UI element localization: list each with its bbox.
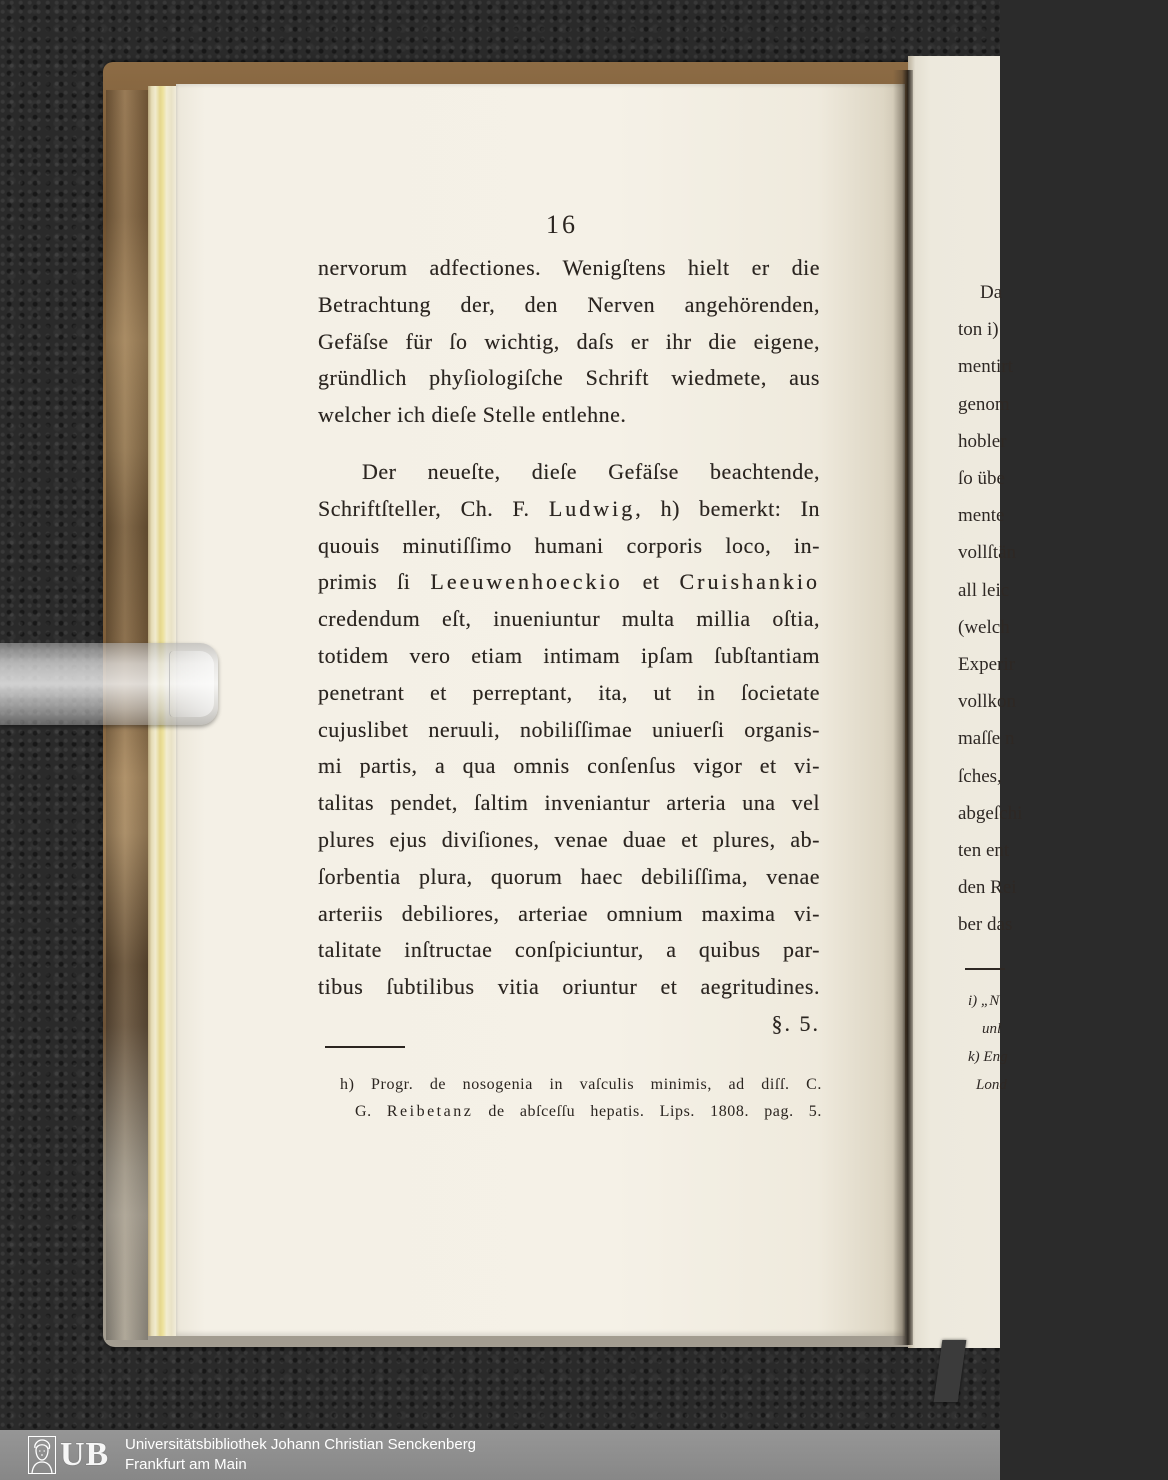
text-line bbox=[318, 491, 820, 528]
facing-text-line: mente bbox=[958, 505, 1005, 527]
text-segment: h) Progr. de nosogenia in vaſculis minimis, ad diſſ. C. bbox=[340, 1076, 822, 1093]
facing-text-line: ton i) bbox=[958, 319, 999, 341]
facing-text-line: (welch bbox=[958, 616, 1010, 638]
text-segment: cujuslibet neruuli, nobiliſſimae uniuerſi organis- bbox=[318, 716, 820, 742]
text-segment: de abſceſſu hepatis. Lips. 1808. pag. 5. bbox=[473, 1103, 822, 1120]
text-segment: Schriftſteller, Ch. F. bbox=[318, 495, 549, 521]
text-segment: penetrant et perreptant, ita, ut in ſocietate bbox=[318, 679, 820, 705]
facing-text-line: maſſe n bbox=[958, 728, 1015, 750]
gutter-shadow bbox=[893, 70, 913, 1345]
library-logo bbox=[28, 1434, 118, 1476]
footer-bar bbox=[0, 1430, 1000, 1480]
text-segment: Gefäſse für ſo wichtig, daſs er ihr die eigene, bbox=[318, 328, 820, 354]
text-segment: totidem vero etiam intimam ipſam ſubſtantiam bbox=[318, 642, 820, 668]
facing-footnote-line: k) Eng bbox=[968, 1049, 1008, 1065]
text-segment: welcher ich dieſe Stelle entlehne. bbox=[318, 402, 627, 428]
footnote-rule bbox=[325, 1046, 405, 1048]
text-segment: mi partis, a qua omnis conſenſus vigor et vi- bbox=[318, 753, 820, 779]
institution-city: Frankfurt am Main bbox=[125, 1456, 247, 1473]
facing-footnote-rule bbox=[965, 968, 1005, 970]
facing-text-line: ſo übe bbox=[958, 468, 1005, 490]
text-line bbox=[318, 712, 820, 749]
section-mark: §. 5. bbox=[771, 1010, 820, 1036]
text-line bbox=[318, 675, 820, 712]
facing-text-line: all leic bbox=[958, 579, 1010, 601]
paragraph bbox=[318, 250, 820, 434]
text-line bbox=[318, 287, 820, 324]
text-line bbox=[318, 397, 820, 434]
text-segment: nervorum adfectiones. Wenigſtens hielt er die bbox=[318, 255, 820, 280]
logo-letters: UB bbox=[60, 1436, 110, 1473]
text-line bbox=[318, 454, 820, 491]
text-line bbox=[340, 1071, 822, 1098]
text-segment: plures ejus diviſiones, venae duae et plures, ab- bbox=[318, 826, 820, 852]
text-segment: et bbox=[622, 569, 680, 595]
institution-name: Universitätsbibliothek Johann Christian Senckenberg bbox=[125, 1436, 477, 1453]
text-segment: Betrachtung der, den Nerven angehörenden, bbox=[318, 291, 820, 317]
text-line bbox=[318, 528, 820, 565]
facing-text-line: hobler bbox=[958, 430, 1007, 452]
text-line bbox=[318, 250, 820, 287]
text-line bbox=[318, 859, 820, 896]
facing-footnote-line: unl bbox=[982, 1021, 1002, 1037]
text-segment: talitate inſtructae conſpiciuntur, a quibus par- bbox=[318, 937, 820, 963]
text-segment: ſorbentia plura, quorum haec debiliſſima, venae bbox=[318, 863, 820, 889]
text-segment: gründlich phyſiologiſche Schrift wiedmete, aus bbox=[318, 365, 820, 391]
text-line bbox=[318, 564, 820, 601]
facing-text-line: vollkon bbox=[958, 691, 1017, 713]
text-line bbox=[318, 601, 820, 638]
text-segment: G. bbox=[355, 1103, 387, 1120]
text-segment: quouis minutiſſimo humani corporis loco, in- bbox=[318, 532, 820, 558]
facing-footnote-line: Lond bbox=[976, 1077, 1007, 1093]
facing-footnotes bbox=[968, 987, 1168, 1099]
spaced-word: Leeuwenhoeckio bbox=[430, 569, 623, 595]
facing-text-line: abgeſchi bbox=[958, 802, 1023, 824]
text-segment: primis ſi bbox=[318, 569, 431, 595]
spaced-word: Ludwig bbox=[548, 495, 636, 521]
text-line bbox=[318, 638, 820, 675]
text-line bbox=[318, 969, 820, 1006]
facing-text-line: mentirt bbox=[958, 356, 1013, 378]
plastic-clip-end bbox=[169, 651, 214, 717]
text-line bbox=[318, 822, 820, 859]
text-line bbox=[318, 932, 820, 969]
text-line bbox=[318, 785, 820, 822]
text-line bbox=[340, 1098, 822, 1125]
text-segment: Der neueſte, dieſe Gefäſse beachtende, bbox=[362, 458, 820, 484]
facing-text-line: Experir bbox=[958, 654, 1015, 676]
text-line bbox=[318, 360, 820, 397]
facing-text-line: genom bbox=[958, 393, 1010, 415]
facing-text-line: ſches, bbox=[958, 765, 1002, 787]
footnote bbox=[340, 1071, 822, 1125]
portrait-icon bbox=[28, 1436, 56, 1474]
paragraph bbox=[318, 454, 820, 1006]
page-number: 16 bbox=[546, 210, 578, 239]
facing-text-line: ten ent bbox=[958, 840, 1010, 862]
book-page bbox=[176, 84, 905, 1336]
facing-text-line: Da bbox=[980, 282, 1003, 303]
text-line bbox=[318, 748, 820, 785]
facing-footnote-line: i) „N bbox=[968, 993, 1000, 1009]
text-segment: credendum eſt, inueniuntur multa millia oſtia, bbox=[318, 606, 820, 632]
body-text bbox=[318, 250, 820, 1043]
facing-page bbox=[908, 56, 1023, 1348]
spaced-word: Cruishankio bbox=[679, 569, 820, 595]
text-line bbox=[318, 324, 820, 361]
text-segment: , h) bemerkt: In bbox=[635, 495, 820, 521]
text-line bbox=[318, 896, 820, 933]
facing-text-line: den Rei bbox=[958, 877, 1017, 899]
facing-text-line: vollſtän bbox=[958, 542, 1017, 564]
facing-text-line: ber das bbox=[958, 914, 1013, 936]
facing-page-text bbox=[958, 274, 1158, 944]
text-segment: talitas pendet, ſaltim inveniantur arteria una vel bbox=[318, 790, 820, 816]
text-segment: tibus ſubtilibus vitia oriuntur et aegritudines. bbox=[318, 974, 820, 1000]
plastic-clip bbox=[0, 643, 218, 725]
spaced-word: Reibetanz bbox=[386, 1103, 474, 1120]
text-segment: arteriis debiliores, arteriae omnium maxima vi- bbox=[318, 900, 820, 926]
